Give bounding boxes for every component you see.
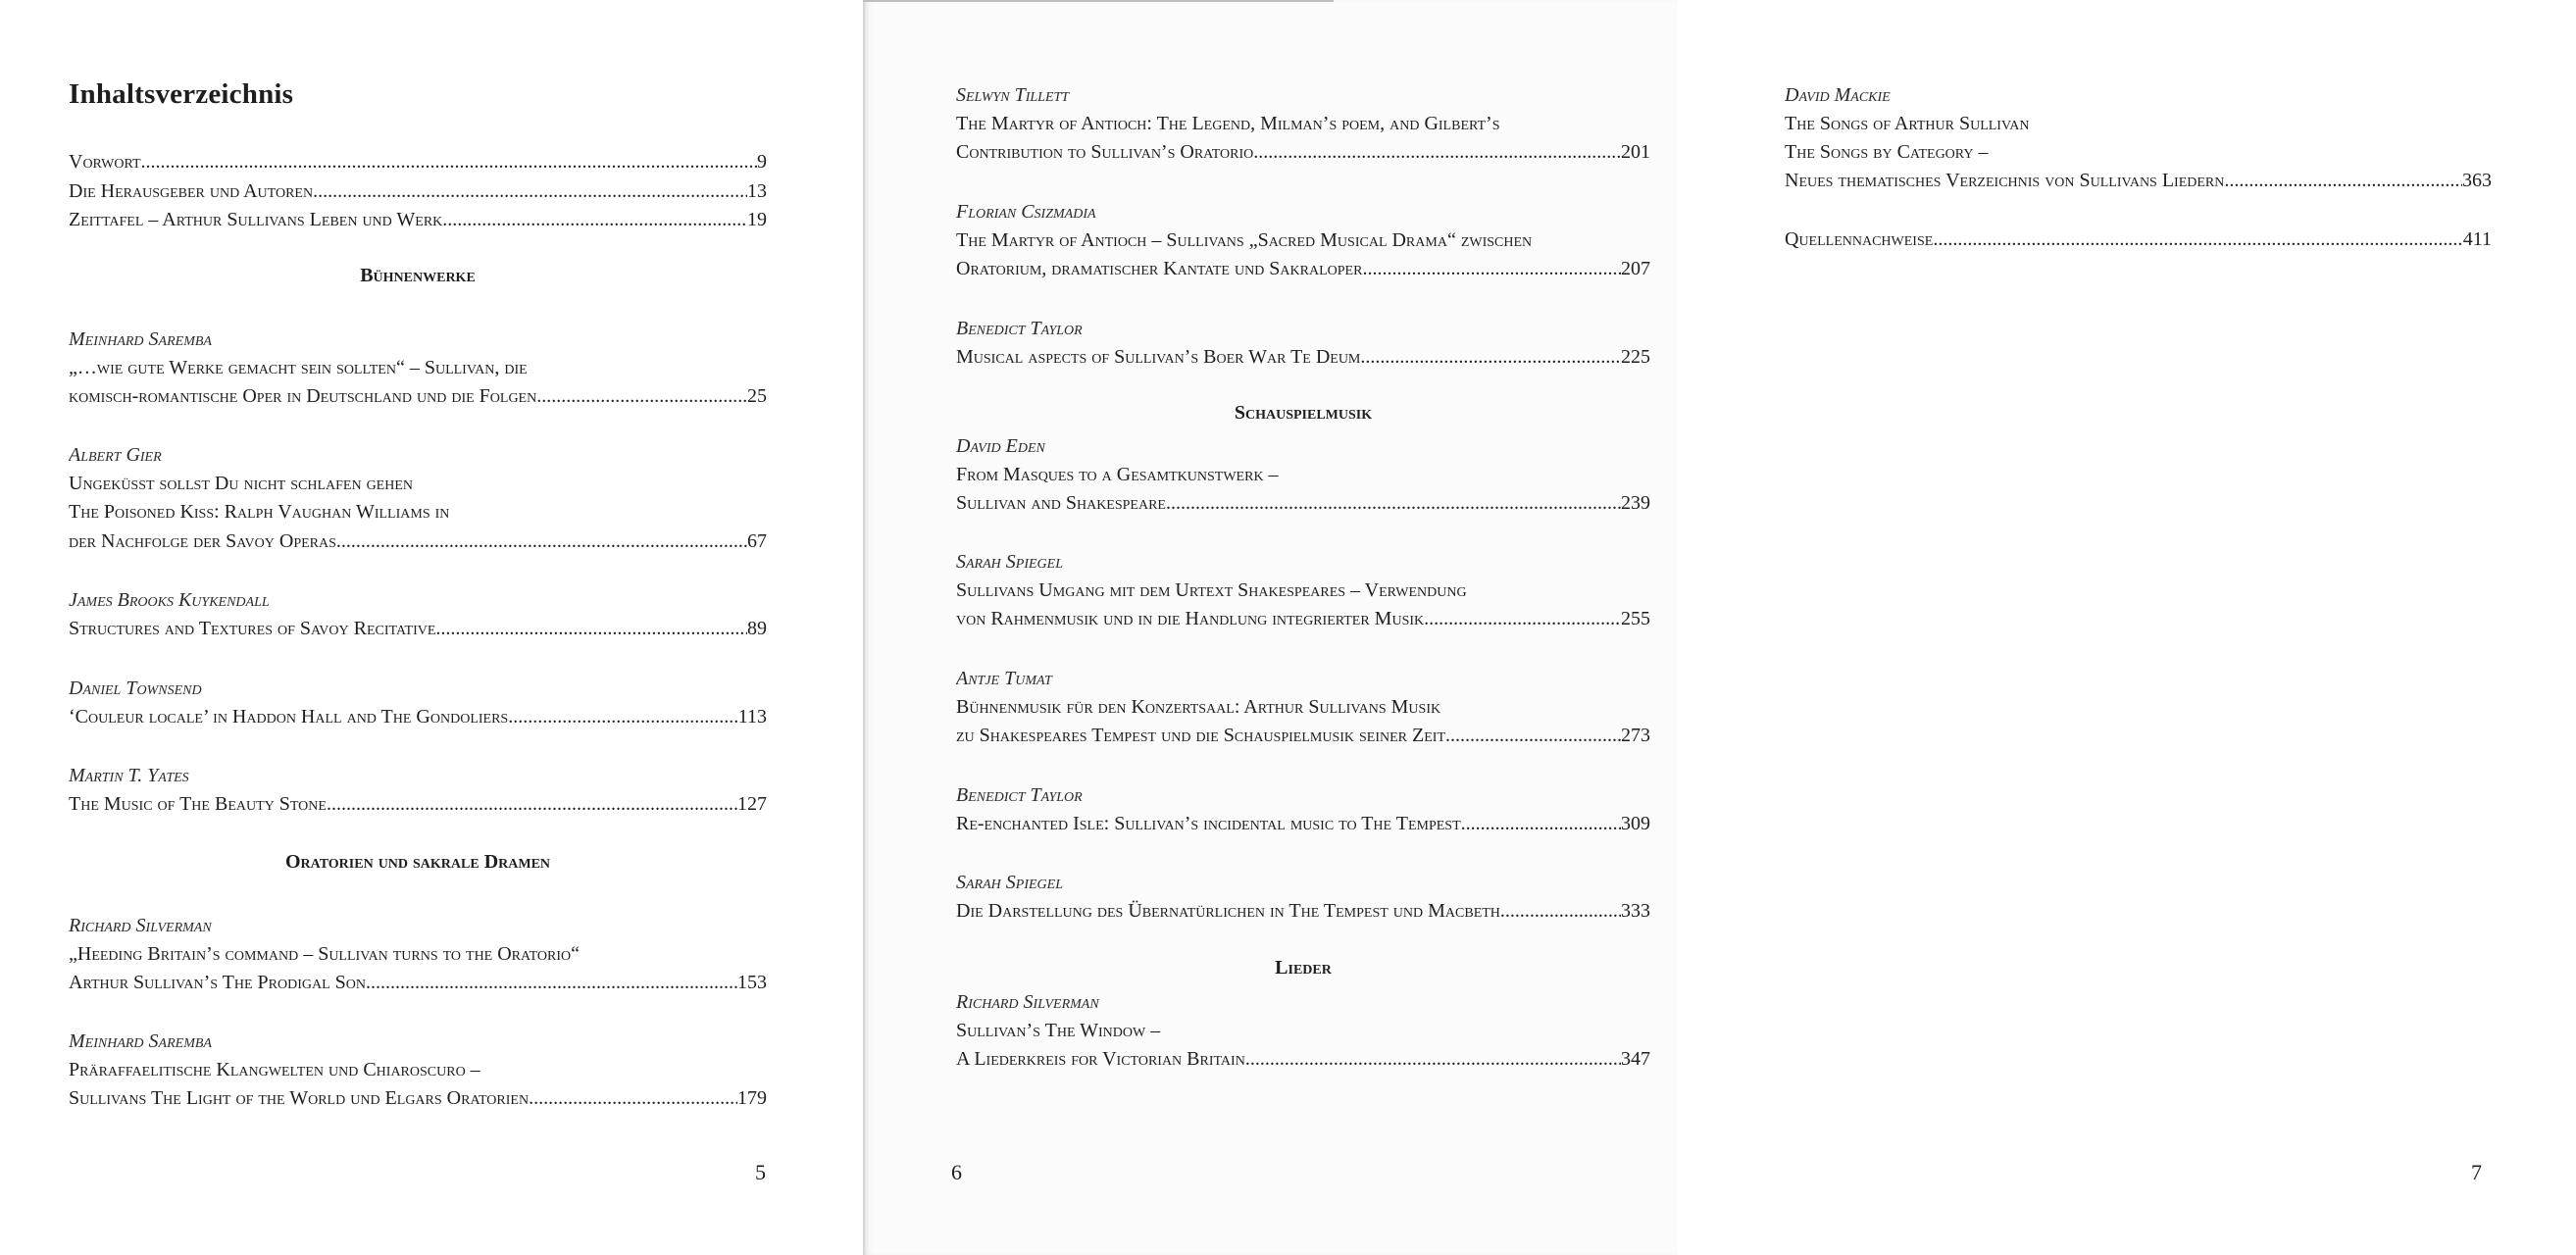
- entry-title-line: Sullivan’s The Window –: [956, 1020, 1161, 1041]
- entry-title-line: Bühnenmusik für den Konzertsaal: Arthur Sullivans Musik: [956, 696, 1441, 718]
- entry-title-line: „…wie gute Werke gemacht sein sollten“ – Sullivan, die: [69, 357, 528, 378]
- entry-title-line: The Songs of Arthur Sullivan: [1785, 113, 2030, 134]
- page-title: Inhaltsverzeichnis: [69, 78, 294, 110]
- entry-title-line: The Songs by Category –: [1785, 141, 1989, 163]
- toc-entry[interactable]: Neues thematisches Verzeichnis von Sullivans Liedern ..... 363: [1785, 167, 2492, 194]
- toc-entry-zeittafel[interactable]: Zeittafel – Arthur Sullivans Leben und Werk ..... 19: [69, 206, 767, 233]
- toc-entry[interactable]: von Rahmenmusik und in die Handlung integrierter Musik ..... 255: [956, 605, 1650, 632]
- section-heading-buehnenwerke: Bühnenwerke: [360, 265, 476, 286]
- toc-entry[interactable]: The Music of The Beauty Stone ..... 127: [69, 790, 767, 818]
- entry-author: Richard Silverman: [69, 915, 212, 936]
- section-heading-oratorien: Oratorien und sakrale Dramen: [284, 851, 551, 873]
- toc-entry[interactable]: Contribution to Sullivan’s Oratorio ..... 201: [956, 138, 1650, 166]
- entry-title-line: Präraffaelitische Klangwelten und Chiaroscuro –: [69, 1059, 480, 1080]
- entry-author: Antje Tumat: [956, 668, 1052, 689]
- toc-entry[interactable]: A Liederkreis for Victorian Britain ..... 347: [956, 1045, 1650, 1073]
- entry-author: Florian Csizmadia: [956, 201, 1096, 223]
- entry-title-line: „Heeding Britain’s command – Sullivan turns to the Oratorio“: [69, 943, 580, 965]
- entry-author: Benedict Taylor: [956, 318, 1083, 339]
- entry-author: David Eden: [956, 435, 1045, 457]
- section-heading-lieder: Lieder: [1275, 957, 1332, 979]
- page-number: 5: [755, 1160, 766, 1184]
- entry-title-line: Ungeküsst sollst Du nicht schlafen gehen: [69, 473, 414, 494]
- toc-entry[interactable]: zu Shakespeares Tempest und die Schauspielmusik seiner Zeit ..... 273: [956, 722, 1650, 749]
- page-edge-line: [863, 0, 1334, 2]
- toc-entry-herausgeber[interactable]: Die Herausgeber und Autoren ..... 13: [69, 177, 767, 205]
- toc-entry[interactable]: Sullivans The Light of the World und Elgars Oratorien ..... 179: [69, 1084, 767, 1112]
- toc-entry[interactable]: Structures and Textures of Savoy Recitative ..... 89: [69, 615, 767, 642]
- entry-author: Meinhard Saremba: [69, 1030, 212, 1052]
- toc-entry[interactable]: Musical aspects of Sullivan’s Boer War Te Deum ..... 225: [956, 343, 1650, 371]
- entry-title-line: The Poisoned Kiss: Ralph Vaughan Williams in: [69, 501, 450, 523]
- entry-author: Meinhard Saremba: [69, 328, 212, 350]
- toc-entry[interactable]: komisch-romantische Oper in Deutschland und die Folgen ..... 25: [69, 382, 767, 410]
- entry-author: Richard Silverman: [956, 991, 1099, 1013]
- entry-author: Albert Gier: [69, 444, 162, 466]
- page-number: 6: [951, 1160, 962, 1184]
- entry-author: James Brooks Kuykendall: [69, 589, 270, 611]
- toc-entry[interactable]: Re-enchanted Isle: Sullivan’s incidental music to The Tempest ..... 309: [956, 810, 1650, 837]
- toc-entry[interactable]: ‘Couleur locale’ in Haddon Hall and The Gondoliers ..... 113: [69, 703, 767, 730]
- toc-entry-vorwort[interactable]: Vorwort ..... 9: [69, 148, 767, 176]
- entry-title-line: From Masques to a Gesamtkunstwerk –: [956, 464, 1279, 485]
- entry-title-line: Sullivans Umgang mit dem Urtext Shakespeares – Verwendung: [956, 579, 1467, 601]
- entry-author: Daniel Townsend: [69, 678, 202, 699]
- toc-entry[interactable]: Oratorium, dramatischer Kantate und Sakraloper ..... 207: [956, 255, 1650, 282]
- toc-entry[interactable]: Sullivan and Shakespeare ..... 239: [956, 489, 1650, 517]
- toc-entry[interactable]: der Nachfolge der Savoy Operas ..... 67: [69, 527, 767, 555]
- entry-author: Benedict Taylor: [956, 784, 1083, 806]
- entry-author: Sarah Spiegel: [956, 872, 1063, 893]
- entry-author: David Mackie: [1785, 84, 1891, 106]
- toc-entry-quellennachweise[interactable]: Quellennachweise ..... 411: [1785, 226, 2492, 253]
- toc-entry[interactable]: Die Darstellung des Übernatürlichen in The Tempest und Macbeth ..... 333: [956, 897, 1650, 925]
- entry-title-line: The Martyr of Antioch – Sullivans „Sacred Musical Drama“ zwischen: [956, 229, 1533, 251]
- entry-author: Martin T. Yates: [69, 765, 189, 786]
- entry-author: Selwyn Tillett: [956, 84, 1070, 106]
- page-number: 7: [2471, 1160, 2482, 1184]
- entry-author: Sarah Spiegel: [956, 551, 1063, 573]
- toc-entry[interactable]: Arthur Sullivan’s The Prodigal Son ..... 153: [69, 969, 767, 996]
- entry-title-line: The Martyr of Antioch: The Legend, Milman’s poem, and Gilbert’s: [956, 113, 1500, 134]
- section-heading-schauspielmusik: Schauspielmusik: [1234, 402, 1373, 424]
